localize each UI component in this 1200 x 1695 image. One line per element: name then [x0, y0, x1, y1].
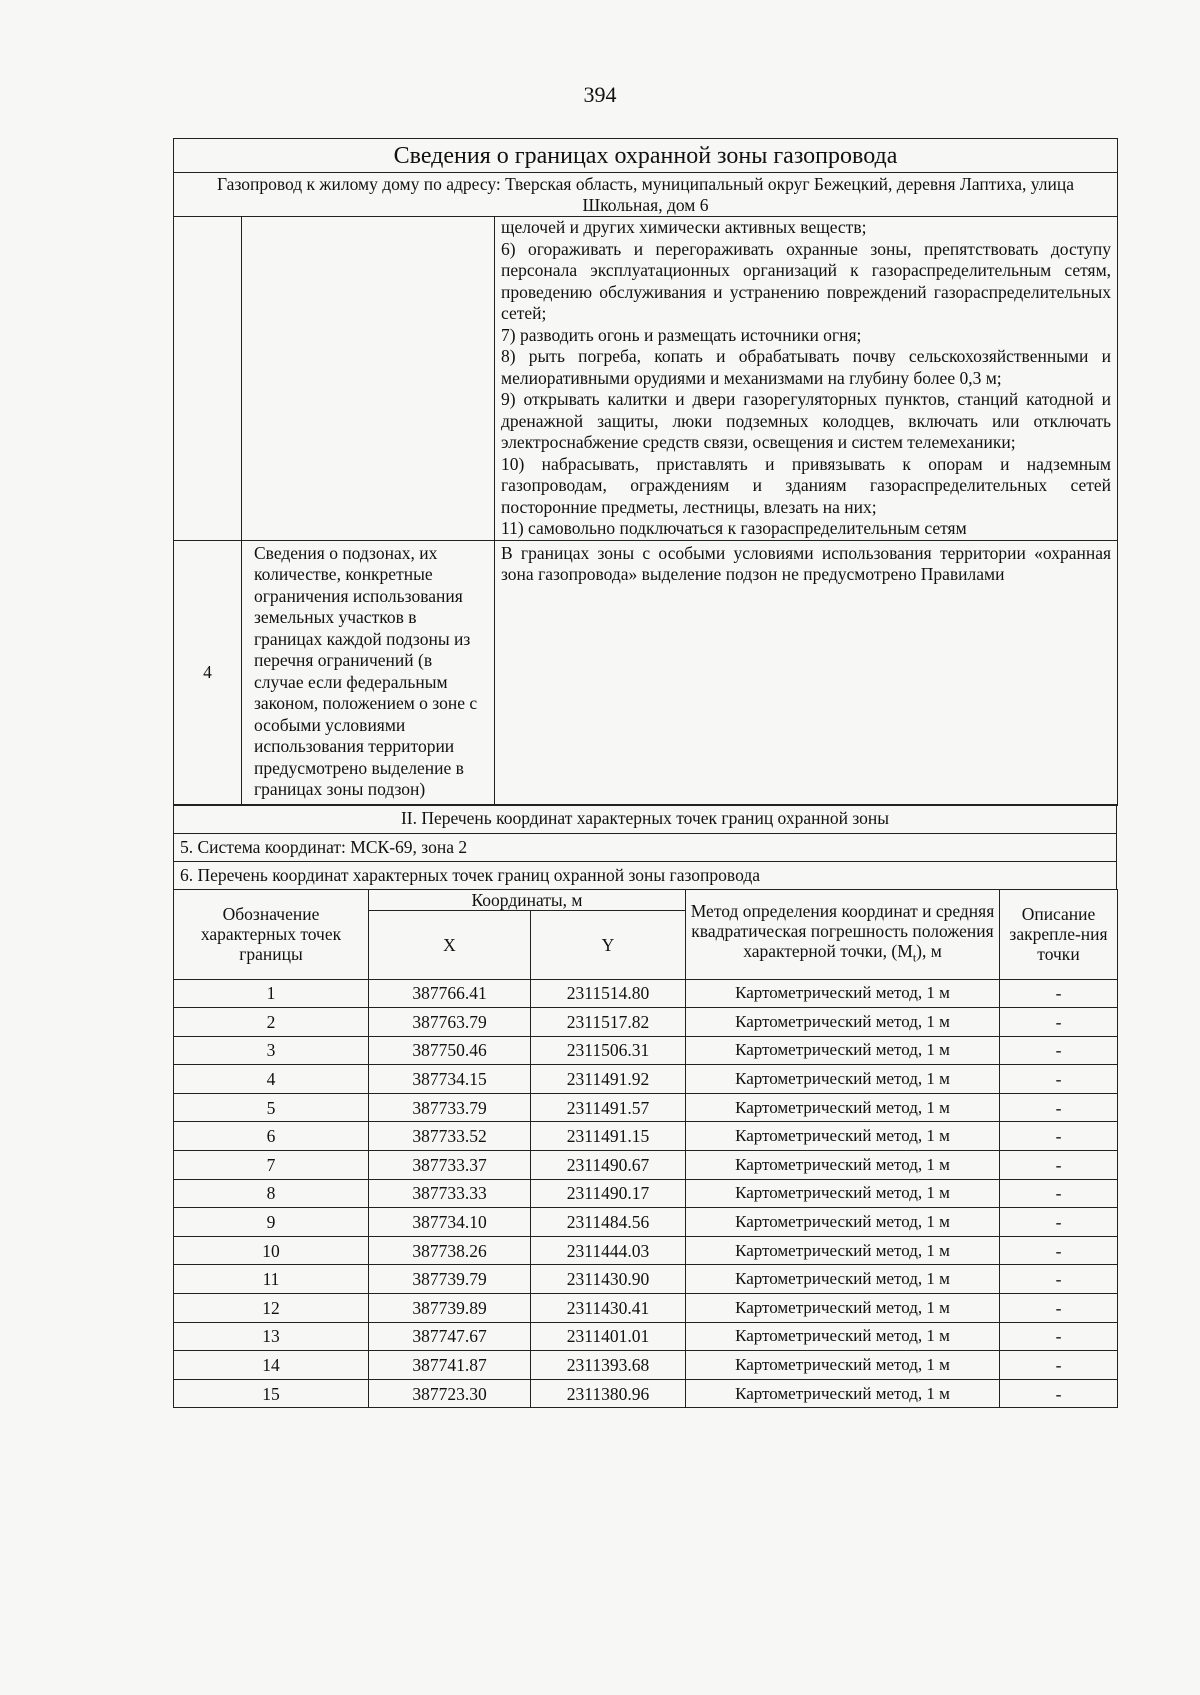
x-coord-cell: 387733.37: [369, 1151, 531, 1180]
subzones-row: [174, 540, 1118, 805]
method-cell: Картометрический метод, 1 м: [686, 1265, 1000, 1294]
method-cell: Картометрический метод, 1 м: [686, 1379, 1000, 1408]
point-number-cell: 2: [174, 1008, 369, 1037]
method-cell: Картометрический метод, 1 м: [686, 1093, 1000, 1122]
description-cell: -: [1000, 1151, 1118, 1180]
restrictions-row: [174, 217, 1118, 541]
restrictions-list: [501, 217, 1111, 540]
method-cell: Картометрический метод, 1 м: [686, 1065, 1000, 1094]
section2-title: II. Перечень координат характерных точек границ охранной зоны: [174, 805, 1117, 834]
restriction-item: щелочей и других химически активных веществ;: [501, 217, 867, 237]
x-coord-cell: 387766.41: [369, 979, 531, 1008]
point-number-cell: 5: [174, 1093, 369, 1122]
point-number-cell: 7: [174, 1151, 369, 1180]
restriction-item: 9) открывать калитки и двери газорегуляторных пунктов, станций катодной и дренажной защиты, люки подземных колодцев, включать или отключать электроснабжение средств связи, освещения и систем телемеханики;: [501, 389, 1112, 452]
description-cell: -: [1000, 979, 1118, 1008]
method-cell: Картометрический метод, 1 м: [686, 1036, 1000, 1065]
y-coord-cell: 2311514.80: [531, 979, 686, 1008]
subzones-label: Сведения о подзонах, их количестве, конкретные ограничения использования земельных участков в границах каждой подзоны из перечня ограничений (в случае если федеральным законом, положением о зоне с особыми условиями использования территории предусмотрено выделение в границах зоны подзон): [242, 540, 495, 805]
restrictions-number-cell: [174, 217, 242, 541]
coords-list-title: 6. Перечень координат характерных точек границ охранной зоны газопровода: [174, 862, 1117, 890]
description-cell: -: [1000, 1179, 1118, 1208]
y-coord-cell: 2311491.92: [531, 1065, 686, 1094]
coord-row: [174, 1379, 1118, 1408]
y-coord-cell: 2311380.96: [531, 1379, 686, 1408]
x-coord-cell: 387739.79: [369, 1265, 531, 1294]
x-coord-cell: 387723.30: [369, 1379, 531, 1408]
y-coord-cell: 2311430.90: [531, 1265, 686, 1294]
x-coord-cell: 387734.15: [369, 1065, 531, 1094]
method-cell: Картометрический метод, 1 м: [686, 1294, 1000, 1323]
zone-info-table: [173, 138, 1118, 806]
x-coord-cell: 387733.52: [369, 1122, 531, 1151]
method-cell: Картометрический метод, 1 м: [686, 1322, 1000, 1351]
description-cell: -: [1000, 1122, 1118, 1151]
point-number-cell: 4: [174, 1065, 369, 1094]
description-cell: -: [1000, 1036, 1118, 1065]
point-number-cell: 14: [174, 1351, 369, 1380]
subzones-number: 4: [174, 540, 242, 805]
point-number-cell: 13: [174, 1322, 369, 1351]
document-title: Сведения о границах охранной зоны газопровода: [174, 139, 1118, 173]
page-number: 394: [583, 82, 617, 107]
description-cell: -: [1000, 1351, 1118, 1380]
col-designation-header: Обозначение характерных точек границы: [174, 889, 369, 979]
coord-row: [174, 1122, 1118, 1151]
col-method-sub: t: [912, 950, 917, 965]
coord-row: [174, 979, 1118, 1008]
coord-row: [174, 1179, 1118, 1208]
coord-row: [174, 1265, 1118, 1294]
restriction-item: 6) огораживать и перегораживать охранные зоны, препятствовать доступу персонала эксплуатационных организаций к газораспределительным сетям, проведению обслуживания и устранению повреждений газораспределительных сетей;: [501, 238, 1112, 323]
coord-row: [174, 1351, 1118, 1380]
coords-table-body: [174, 979, 1118, 1408]
y-coord-cell: 2311393.68: [531, 1351, 686, 1380]
y-coord-cell: 2311491.15: [531, 1122, 686, 1151]
coord-row: [174, 1065, 1118, 1094]
y-coord-cell: 2311444.03: [531, 1236, 686, 1265]
document-subtitle: Газопровод к жилому дому по адресу: Тверская область, муниципальный округ Бежецкий, деревня Лаптиха, улица Школьная, дом 6: [174, 173, 1118, 217]
y-coord-cell: 2311490.67: [531, 1151, 686, 1180]
y-coord-cell: 2311491.57: [531, 1093, 686, 1122]
x-coord-cell: 387763.79: [369, 1008, 531, 1037]
subzones-value: В границах зоны с особыми условиями использования территории «охранная зона газопровода» выделение подзон не предусмотрено Правилами: [495, 540, 1118, 805]
coord-row: [174, 1008, 1118, 1037]
coords-section-table: [173, 804, 1117, 890]
method-cell: Картометрический метод, 1 м: [686, 1351, 1000, 1380]
method-cell: Картометрический метод, 1 м: [686, 1008, 1000, 1037]
y-coord-cell: 2311506.31: [531, 1036, 686, 1065]
coord-row: [174, 1294, 1118, 1323]
point-number-cell: 10: [174, 1236, 369, 1265]
description-cell: -: [1000, 1236, 1118, 1265]
method-cell: Картометрический метод, 1 м: [686, 979, 1000, 1008]
coord-row: [174, 1236, 1118, 1265]
method-cell: Картометрический метод, 1 м: [686, 1151, 1000, 1180]
x-coord-cell: 387741.87: [369, 1351, 531, 1380]
col-y-header: Y: [531, 910, 686, 979]
description-cell: -: [1000, 1208, 1118, 1237]
method-cell: Картометрический метод, 1 м: [686, 1122, 1000, 1151]
coord-row: [174, 1093, 1118, 1122]
col-coordinates-header: Координаты, м: [369, 889, 686, 910]
col-method-header: [686, 889, 1000, 979]
method-cell: Картометрический метод, 1 м: [686, 1208, 1000, 1237]
method-cell: Картометрический метод, 1 м: [686, 1179, 1000, 1208]
x-coord-cell: 387733.79: [369, 1093, 531, 1122]
y-coord-cell: 2311430.41: [531, 1294, 686, 1323]
col-method-tail: ), м: [916, 940, 942, 961]
restriction-item: 11) самовольно подключаться к газораспределительным сетям: [501, 518, 967, 538]
point-number-cell: 3: [174, 1036, 369, 1065]
point-number-cell: 6: [174, 1122, 369, 1151]
point-number-cell: 1: [174, 979, 369, 1008]
coord-row: [174, 1208, 1118, 1237]
coord-row: [174, 1036, 1118, 1065]
coords-table: [173, 889, 1118, 1409]
coord-row: [174, 1322, 1118, 1351]
point-number-cell: 8: [174, 1179, 369, 1208]
restriction-item: 10) набрасывать, приставлять и привязывать к опорам и надземным газопроводам, ограждениям и зданиям газораспределительных сетей посторонние предметы, лестницы, влезать на них;: [501, 453, 1112, 517]
restrictions-list-cell: [495, 217, 1118, 541]
y-coord-cell: 2311484.56: [531, 1208, 686, 1237]
restriction-item: 8) рыть погреба, копать и обрабатывать почву сельскохозяйственными и мелиоративными орудиями и механизмами на глубину более 0,3 м;: [501, 346, 1112, 388]
description-cell: -: [1000, 1294, 1118, 1323]
coord-row: [174, 1151, 1118, 1180]
y-coord-cell: 2311517.82: [531, 1008, 686, 1037]
method-cell: Картометрический метод, 1 м: [686, 1236, 1000, 1265]
col-x-header: X: [369, 910, 531, 979]
restrictions-label-cell: [242, 217, 495, 541]
x-coord-cell: 387739.89: [369, 1294, 531, 1323]
point-number-cell: 9: [174, 1208, 369, 1237]
y-coord-cell: 2311401.01: [531, 1322, 686, 1351]
description-cell: -: [1000, 1265, 1118, 1294]
coord-system: 5. Система координат: МСК-69, зона 2: [174, 834, 1117, 862]
point-number-cell: 15: [174, 1379, 369, 1408]
description-cell: -: [1000, 1322, 1118, 1351]
y-coord-cell: 2311490.17: [531, 1179, 686, 1208]
description-cell: -: [1000, 1008, 1118, 1037]
x-coord-cell: 387738.26: [369, 1236, 531, 1265]
point-number-cell: 12: [174, 1294, 369, 1323]
x-coord-cell: 387734.10: [369, 1208, 531, 1237]
description-cell: -: [1000, 1379, 1118, 1408]
restriction-item: 7) разводить огонь и размещать источники огня;: [501, 324, 862, 345]
zone-info-table-wrap: [173, 138, 1117, 1408]
x-coord-cell: 387747.67: [369, 1322, 531, 1351]
x-coord-cell: 387733.33: [369, 1179, 531, 1208]
description-cell: -: [1000, 1093, 1118, 1122]
point-number-cell: 11: [174, 1265, 369, 1294]
col-description-header: Описание закрепле-ния точки: [1000, 889, 1118, 979]
col-method-text: Метод определения координат и средняя квадратическая погрешность положения характерной точки, (M: [690, 900, 995, 961]
description-cell: -: [1000, 1065, 1118, 1094]
x-coord-cell: 387750.46: [369, 1036, 531, 1065]
